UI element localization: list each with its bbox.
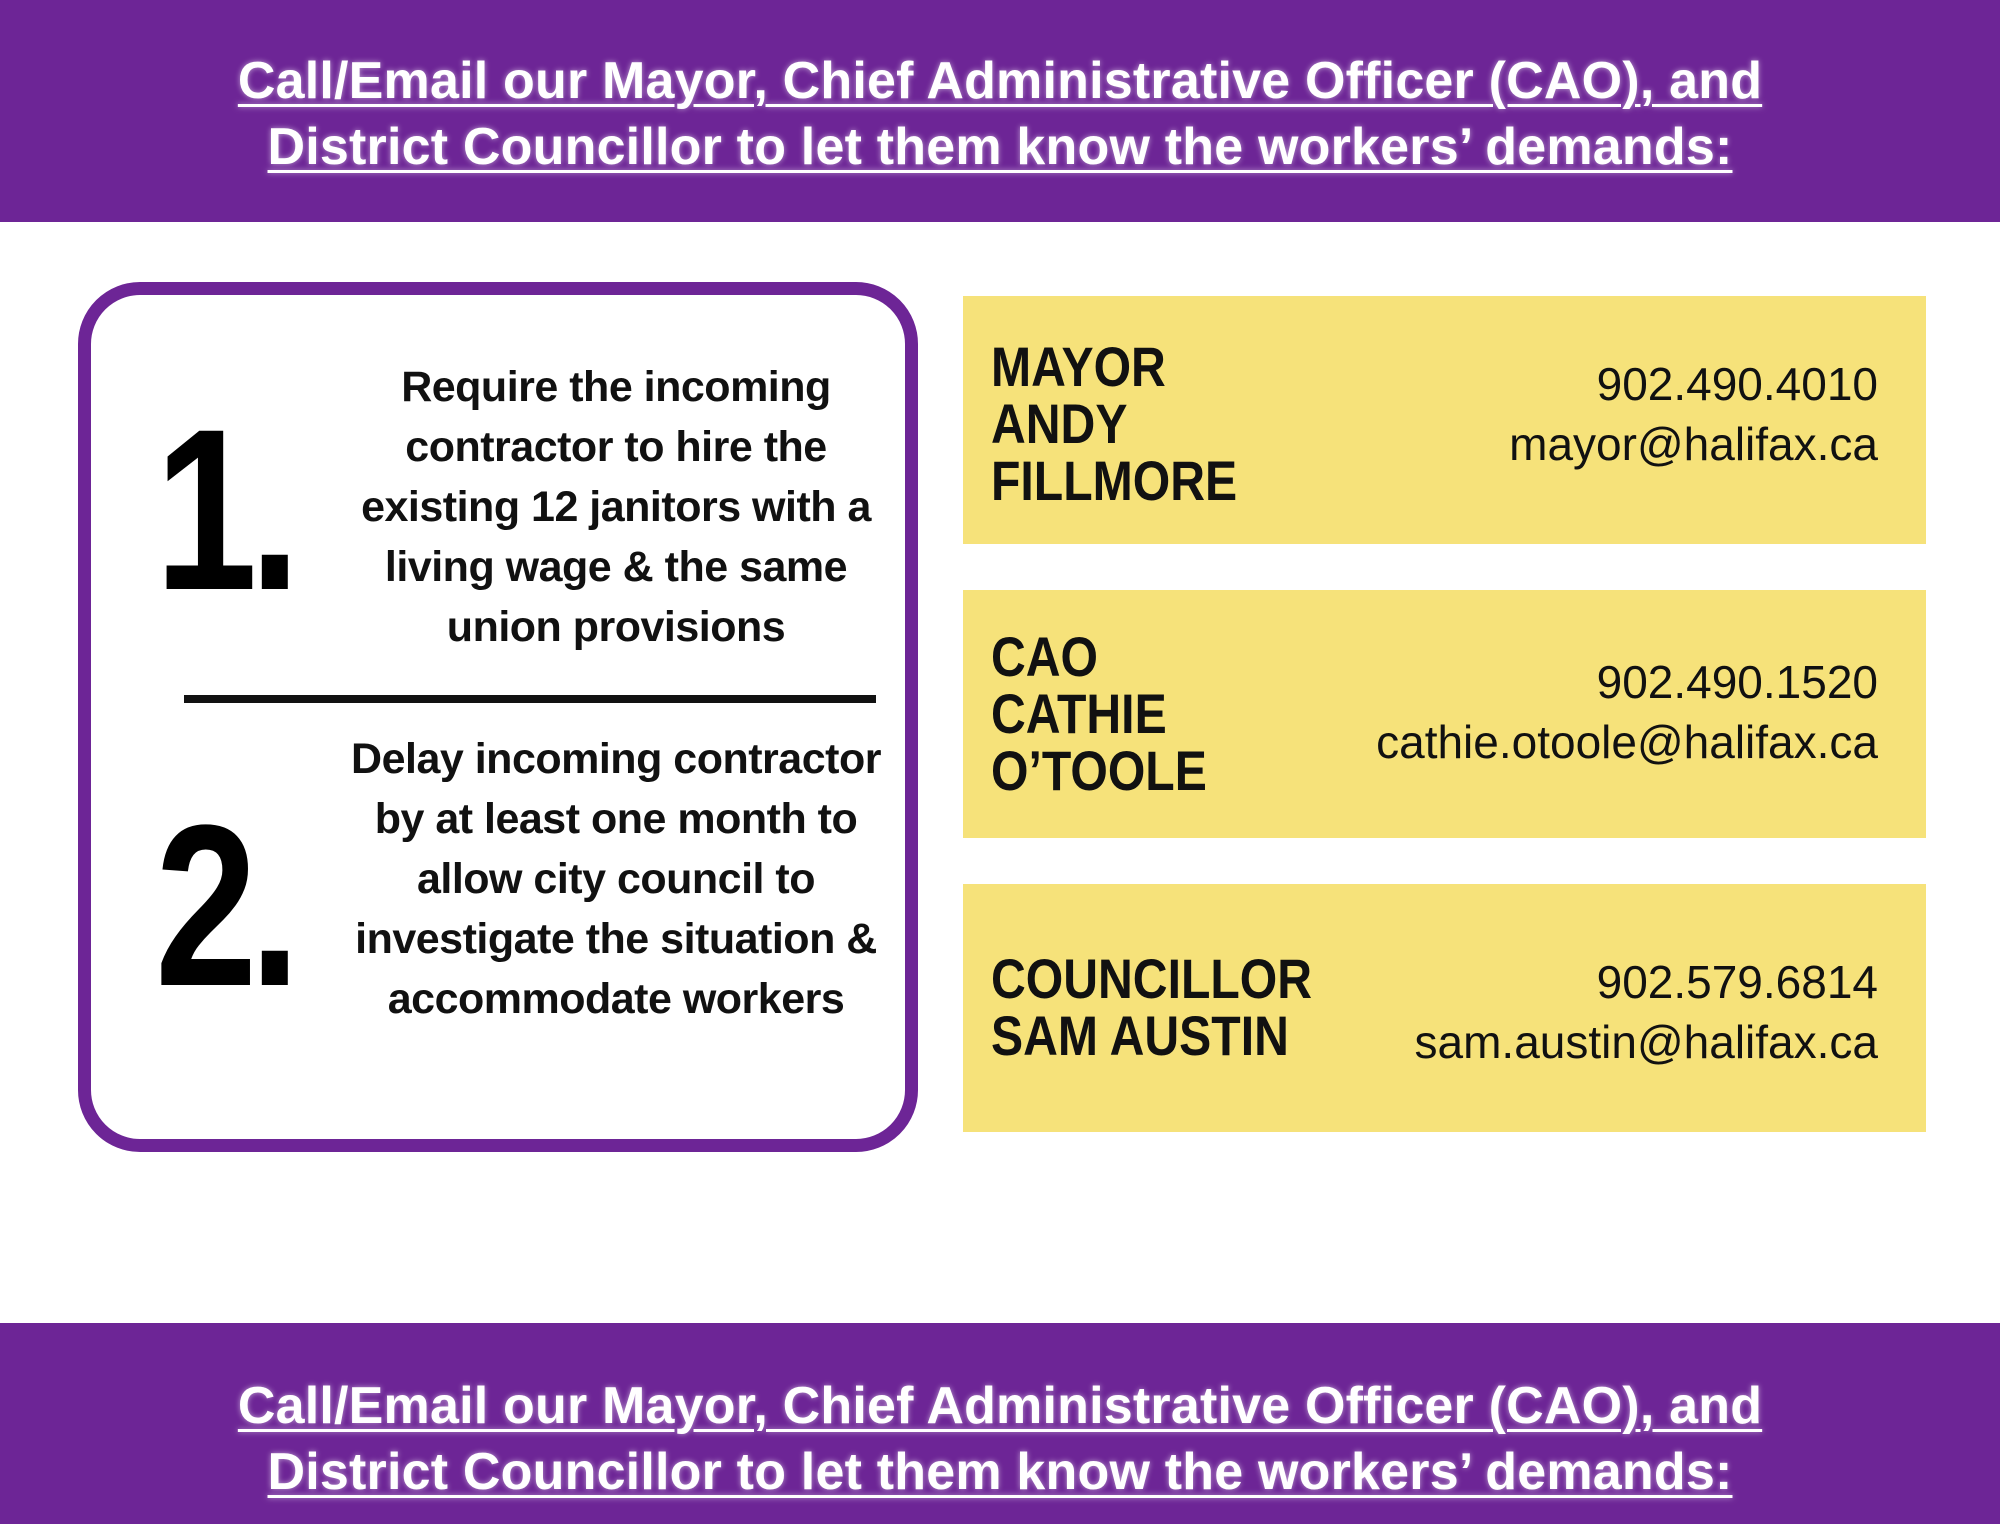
demands-divider <box>184 695 876 703</box>
contact-email-cao[interactable]: cathie.otoole@halifax.ca <box>1376 716 1878 768</box>
contact-email-councillor[interactable]: sam.austin@halifax.ca <box>1414 1016 1878 1068</box>
contact-info-cao <box>1376 652 1878 772</box>
contact-phone-cao[interactable]: 902.490.1520 <box>1596 656 1878 708</box>
bottom-banner-line-1: Call/Email our Mayor, Chief Administrative Officer (CAO), and <box>237 1376 1763 1435</box>
demand-2-text: Delay incoming contractor by at least one month to allow city council to investigate the situation & accommodate workers <box>351 735 881 1023</box>
top-banner-line-2: District Councillor to let them know the workers’ demands: <box>267 118 1733 176</box>
contact-card-councillor <box>963 884 1926 1132</box>
contact-phone-mayor[interactable]: 902.490.4010 <box>1596 358 1878 410</box>
contact-info-mayor <box>1509 354 1878 474</box>
contact-phone-councillor[interactable]: 902.579.6814 <box>1596 956 1878 1008</box>
contact-email-mayor[interactable]: mayor@halifax.ca <box>1509 418 1878 470</box>
contact-card-cao <box>963 590 1926 838</box>
demand-1-number: 1. <box>155 381 293 638</box>
contact-info-councillor <box>1415 952 1878 1072</box>
top-banner-line-1: Call/Email our Mayor, Chief Administrative Officer (CAO), and <box>237 52 1763 110</box>
contact-name-cao: CAO CATHIE O’TOOLE <box>991 625 1207 802</box>
bottom-banner-line-2: District Councillor to let them know the workers’ demands: <box>267 1442 1733 1501</box>
contact-name-mayor: MAYOR ANDY FILLMORE <box>991 335 1238 512</box>
demands-box <box>78 282 918 1152</box>
bottom-banner <box>0 1323 2000 1524</box>
demand-2-number: 2. <box>155 777 293 1034</box>
top-banner <box>0 0 2000 222</box>
demand-1-text: Require the incoming contractor to hire the existing 12 janitors with a living wage & the same union provisions <box>361 363 871 651</box>
contact-name-councillor: COUNCILLOR SAM AUSTIN <box>991 947 1313 1067</box>
contact-card-mayor <box>963 296 1926 544</box>
